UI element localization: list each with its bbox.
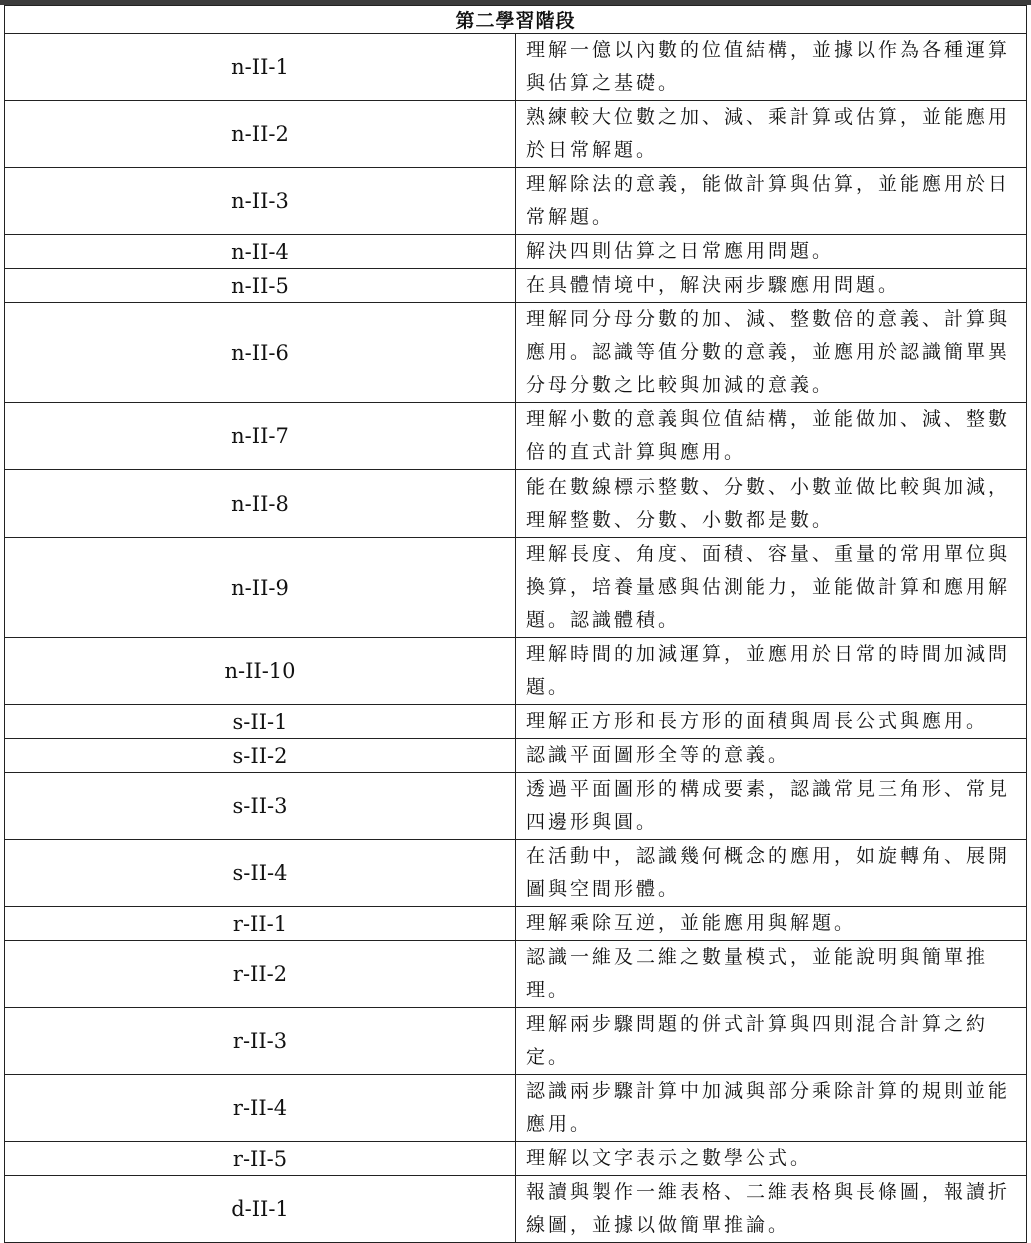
item-code: s-II-2 xyxy=(5,739,516,773)
table-row xyxy=(5,168,1027,235)
item-code: n-II-7 xyxy=(5,403,516,470)
item-description: 理解以文字表示之數學公式。 xyxy=(516,1142,1027,1176)
table-row xyxy=(5,705,1027,739)
table-row xyxy=(5,1075,1027,1142)
table-row xyxy=(5,34,1027,101)
item-description: 報讀與製作一維表格、二維表格與長條圖，報讀折線圖，並據以做簡單推論。 xyxy=(516,1176,1027,1243)
table-header-row xyxy=(5,6,1027,34)
curriculum-table xyxy=(4,5,1027,1243)
item-code: n-II-1 xyxy=(5,34,516,101)
item-description: 理解長度、角度、面積、容量、重量的常用單位與換算，培養量感與估測能力，並能做計算和應用解題。認識體積。 xyxy=(516,538,1027,638)
item-code: n-II-5 xyxy=(5,269,516,303)
item-code: r-II-3 xyxy=(5,1008,516,1075)
item-code: n-II-10 xyxy=(5,638,516,705)
item-description: 理解小數的意義與位值結構，並能做加、減、整數倍的直式計算與應用。 xyxy=(516,403,1027,470)
table-row xyxy=(5,470,1027,538)
item-description: 透過平面圖形的構成要素，認識常見三角形、常見四邊形與圓。 xyxy=(516,773,1027,840)
item-code: n-II-3 xyxy=(5,168,516,235)
item-code: s-II-1 xyxy=(5,705,516,739)
item-description: 理解時間的加減運算，並應用於日常的時間加減問題。 xyxy=(516,638,1027,705)
table-row xyxy=(5,101,1027,168)
item-code: r-II-1 xyxy=(5,907,516,941)
table-row xyxy=(5,638,1027,705)
item-description: 能在數線標示整數、分數、小數並做比較與加減，理解整數、分數、小數都是數。 xyxy=(516,470,1027,538)
table-row xyxy=(5,941,1027,1008)
stage-title: 第二學習階段 xyxy=(5,6,1027,34)
table-row xyxy=(5,739,1027,773)
item-code: s-II-4 xyxy=(5,840,516,907)
item-description: 在具體情境中，解決兩步驟應用問題。 xyxy=(516,269,1027,303)
item-description: 認識一維及二維之數量模式，並能說明與簡單推理。 xyxy=(516,941,1027,1008)
item-code: r-II-4 xyxy=(5,1075,516,1142)
item-code: s-II-3 xyxy=(5,773,516,840)
table-row xyxy=(5,1176,1027,1243)
table-row xyxy=(5,303,1027,403)
table-row xyxy=(5,907,1027,941)
table-row xyxy=(5,269,1027,303)
item-description: 理解除法的意義，能做計算與估算，並能應用於日常解題。 xyxy=(516,168,1027,235)
item-code: r-II-2 xyxy=(5,941,516,1008)
item-description: 熟練較大位數之加、減、乘計算或估算，並能應用於日常解題。 xyxy=(516,101,1027,168)
table-row xyxy=(5,538,1027,638)
item-description: 解決四則估算之日常應用問題。 xyxy=(516,235,1027,269)
table-row xyxy=(5,840,1027,907)
item-description: 理解同分母分數的加、減、整數倍的意義、計算與應用。認識等值分數的意義，並應用於認識簡單異分母分數之比較與加減的意義。 xyxy=(516,303,1027,403)
item-code: n-II-2 xyxy=(5,101,516,168)
item-description: 在活動中，認識幾何概念的應用，如旋轉角、展開圖與空間形體。 xyxy=(516,840,1027,907)
item-code: n-II-6 xyxy=(5,303,516,403)
item-description: 理解兩步驟問題的併式計算與四則混合計算之約定。 xyxy=(516,1008,1027,1075)
item-code: r-II-5 xyxy=(5,1142,516,1176)
item-description: 認識平面圖形全等的意義。 xyxy=(516,739,1027,773)
table-row xyxy=(5,773,1027,840)
item-code: d-II-1 xyxy=(5,1176,516,1243)
item-description: 理解一億以內數的位值結構，並據以作為各種運算與估算之基礎。 xyxy=(516,34,1027,101)
item-description: 認識兩步驟計算中加減與部分乘除計算的規則並能應用。 xyxy=(516,1075,1027,1142)
item-code: n-II-8 xyxy=(5,470,516,538)
table-row xyxy=(5,403,1027,470)
item-code: n-II-9 xyxy=(5,538,516,638)
table-row xyxy=(5,1142,1027,1176)
item-code: n-II-4 xyxy=(5,235,516,269)
item-description: 理解正方形和長方形的面積與周長公式與應用。 xyxy=(516,705,1027,739)
item-description: 理解乘除互逆，並能應用與解題。 xyxy=(516,907,1027,941)
table-row xyxy=(5,1008,1027,1075)
table-row xyxy=(5,235,1027,269)
